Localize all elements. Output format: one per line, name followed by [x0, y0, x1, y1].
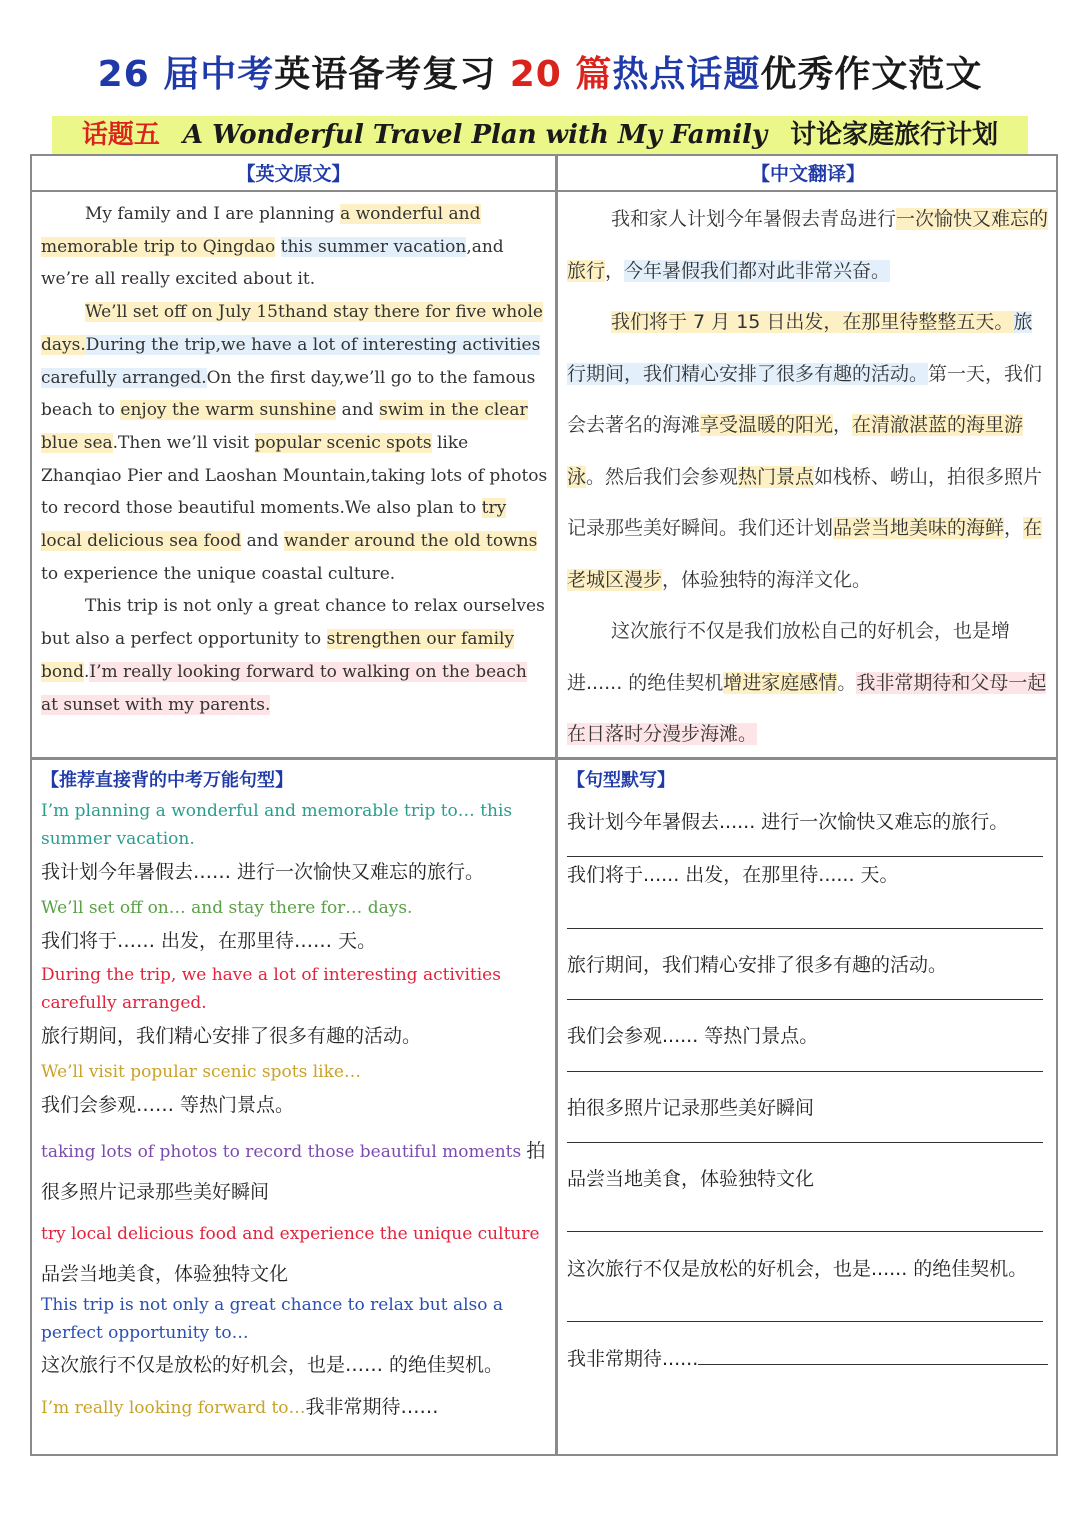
pattern-4-chinese: 我们会参观…… 等热门景点。 — [41, 1094, 295, 1116]
dictation-prompt-4: 我们会参观...... 等热门景点。 — [567, 1025, 819, 1047]
pattern-4-english: We’ll visit popular scenic spots like… — [41, 1062, 361, 1082]
pattern-8-chinese: 我非常期待…… — [305, 1396, 439, 1418]
title-part2: 英语备考复习 — [274, 54, 510, 95]
chinese-passage — [567, 194, 1051, 761]
pattern-6 — [41, 1213, 551, 1295]
answer-blank-8[interactable] — [698, 1346, 1048, 1365]
dictation-prompt-8: 我非常期待...... — [567, 1344, 1051, 1374]
chinese-paragraph-2: 我们将于 7 月 15 日出发，在那里待整整五天。旅行期间，我们精心安排了很多有趣的活动。第一天，我们会去著名的海滩享受温暖的阳光，在清澈湛蓝的海里游泳。然后我们会参观热门景点如栈桥、崂山，拍很多照片记录那些美好瞬间。我们还计划品尝当地美味的海鲜，在老城区漫步，体验独特的海洋文化。 — [567, 311, 1043, 591]
header-english-original: 【英文原文】 — [236, 163, 351, 185]
dictation-prompt-3: 旅行期间，我们精心安排了很多有趣的活动。 — [567, 954, 948, 976]
pattern-5-english: taking lots of photos to record those beautiful moments — [41, 1142, 522, 1162]
english-paragraph-2: We’ll set off on July 15thand stay there for five whole days.During the trip,we have a lot of interesting activities carefully arranged.On the first day,we’ll go to the famous beach to enjoy the warm sunshine and swim in the clear blue sea.Then we’ll visit popular scenic spots like Zhanqiao Pier and Laoshan Mountain,taking lots of photos to record those beautiful moments.We also plan to try local delicious sea food and wander around the old towns to experience the unique coastal culture. — [41, 302, 548, 584]
title-part4: 热点话题 — [612, 54, 761, 95]
answer-line-7[interactable] — [567, 1321, 1043, 1322]
pattern-5 — [41, 1131, 551, 1213]
topic-label: 话题五 — [81, 120, 160, 150]
pattern-5-chinese: 拍很多照片记录那些美好瞬间 — [41, 1140, 546, 1203]
pattern-8 — [41, 1392, 551, 1422]
dictation-prompt-1: 我计划今年暑假去...... 进行一次愉快又难忘的旅行。 — [567, 811, 1009, 833]
answer-line-2[interactable] — [567, 928, 1043, 929]
pattern-2-chinese: 我们将于…… 出发，在那里待…… 天。 — [41, 930, 377, 952]
pattern-7-chinese: 这次旅行不仅是放松的好机会，也是…… 的绝佳契机。 — [41, 1354, 504, 1376]
chinese-paragraph-1: 我和家人计划今年暑假去青岛进行一次愉快又难忘的旅行，今年暑假我们都对此非常兴奋。 — [567, 208, 1049, 282]
pattern-3-english: During the trip, we have a lot of interesting activities carefully arranged. — [41, 965, 501, 1013]
page-title — [0, 50, 1080, 100]
chinese-paragraph-3: 这次旅行不仅是我们放松自己的好机会，也是增进...... 的绝佳契机增进家庭感情。我非常期待和父母一起在日落时分漫步海滩。 — [567, 620, 1047, 745]
answer-line-1[interactable] — [567, 856, 1043, 857]
dictation-prompt-5: 拍很多照片记录那些美好瞬间 — [567, 1097, 815, 1119]
english-paragraph-1: My family and I are planning a wonderful and memorable trip to Qingdao this summer vacation,and we’re all really excited about it. — [41, 204, 504, 290]
english-passage — [41, 198, 549, 721]
pattern-1-english: I’m planning a wonderful and memorable trip to… this summer vacation. — [41, 801, 513, 849]
answer-line-6[interactable] — [567, 1231, 1043, 1232]
dictation-title: 【句型默写】 — [567, 770, 675, 791]
pattern-6-chinese: 品尝当地美食，体验独特文化 — [41, 1263, 289, 1285]
answer-line-4[interactable] — [567, 1071, 1043, 1072]
sentence-patterns-title: 【推荐直接背的中考万能句型】 — [41, 770, 293, 791]
pattern-6-english: try local delicious food and experience the unique culture — [41, 1224, 540, 1244]
dictation-prompt-2: 我们将于...... 出发，在那里待...... 天。 — [567, 864, 899, 886]
topic-english-title: A Wonderful Travel Plan with My Family — [182, 120, 768, 150]
table-divider-vertical — [555, 154, 558, 1456]
topic-banner — [52, 116, 1028, 154]
pattern-2-english: We’ll set off on… and stay there for… days. — [41, 898, 413, 918]
pattern-7-english: This trip is not only a great chance to relax but also a perfect opportunity to… — [41, 1295, 504, 1343]
dictation-prompt-6: 品尝当地美食，体验独特文化 — [567, 1168, 815, 1190]
title-part3: 20 篇 — [509, 54, 613, 95]
pattern-8-english: I’m really looking forward to… — [41, 1398, 306, 1418]
answer-line-3[interactable] — [567, 999, 1043, 1000]
title-part5: 优秀作文范文 — [760, 54, 983, 95]
pattern-3-chinese: 旅行期间，我们精心安排了很多有趣的活动。 — [41, 1025, 422, 1047]
english-paragraph-3: This trip is not only a great chance to relax ourselves but also a perfect opportunity to strengthen our family bond.I’m really looking forward to walking on the beach at sunset with my parents. — [41, 596, 545, 715]
header-chinese-translation: 【中文翻译】 — [750, 163, 865, 185]
dictation-prompt-7: 这次旅行不仅是放松的好机会，也是...... 的绝佳契机。 — [567, 1258, 1028, 1280]
topic-chinese-title: 讨论家庭旅行计划 — [790, 120, 999, 150]
table-divider-header — [30, 190, 1058, 192]
pattern-1-chinese: 我计划今年暑假去…… 进行一次愉快又难忘的旅行。 — [41, 861, 485, 883]
answer-line-5[interactable] — [567, 1142, 1043, 1143]
title-part1: 26 届中考 — [97, 54, 275, 95]
